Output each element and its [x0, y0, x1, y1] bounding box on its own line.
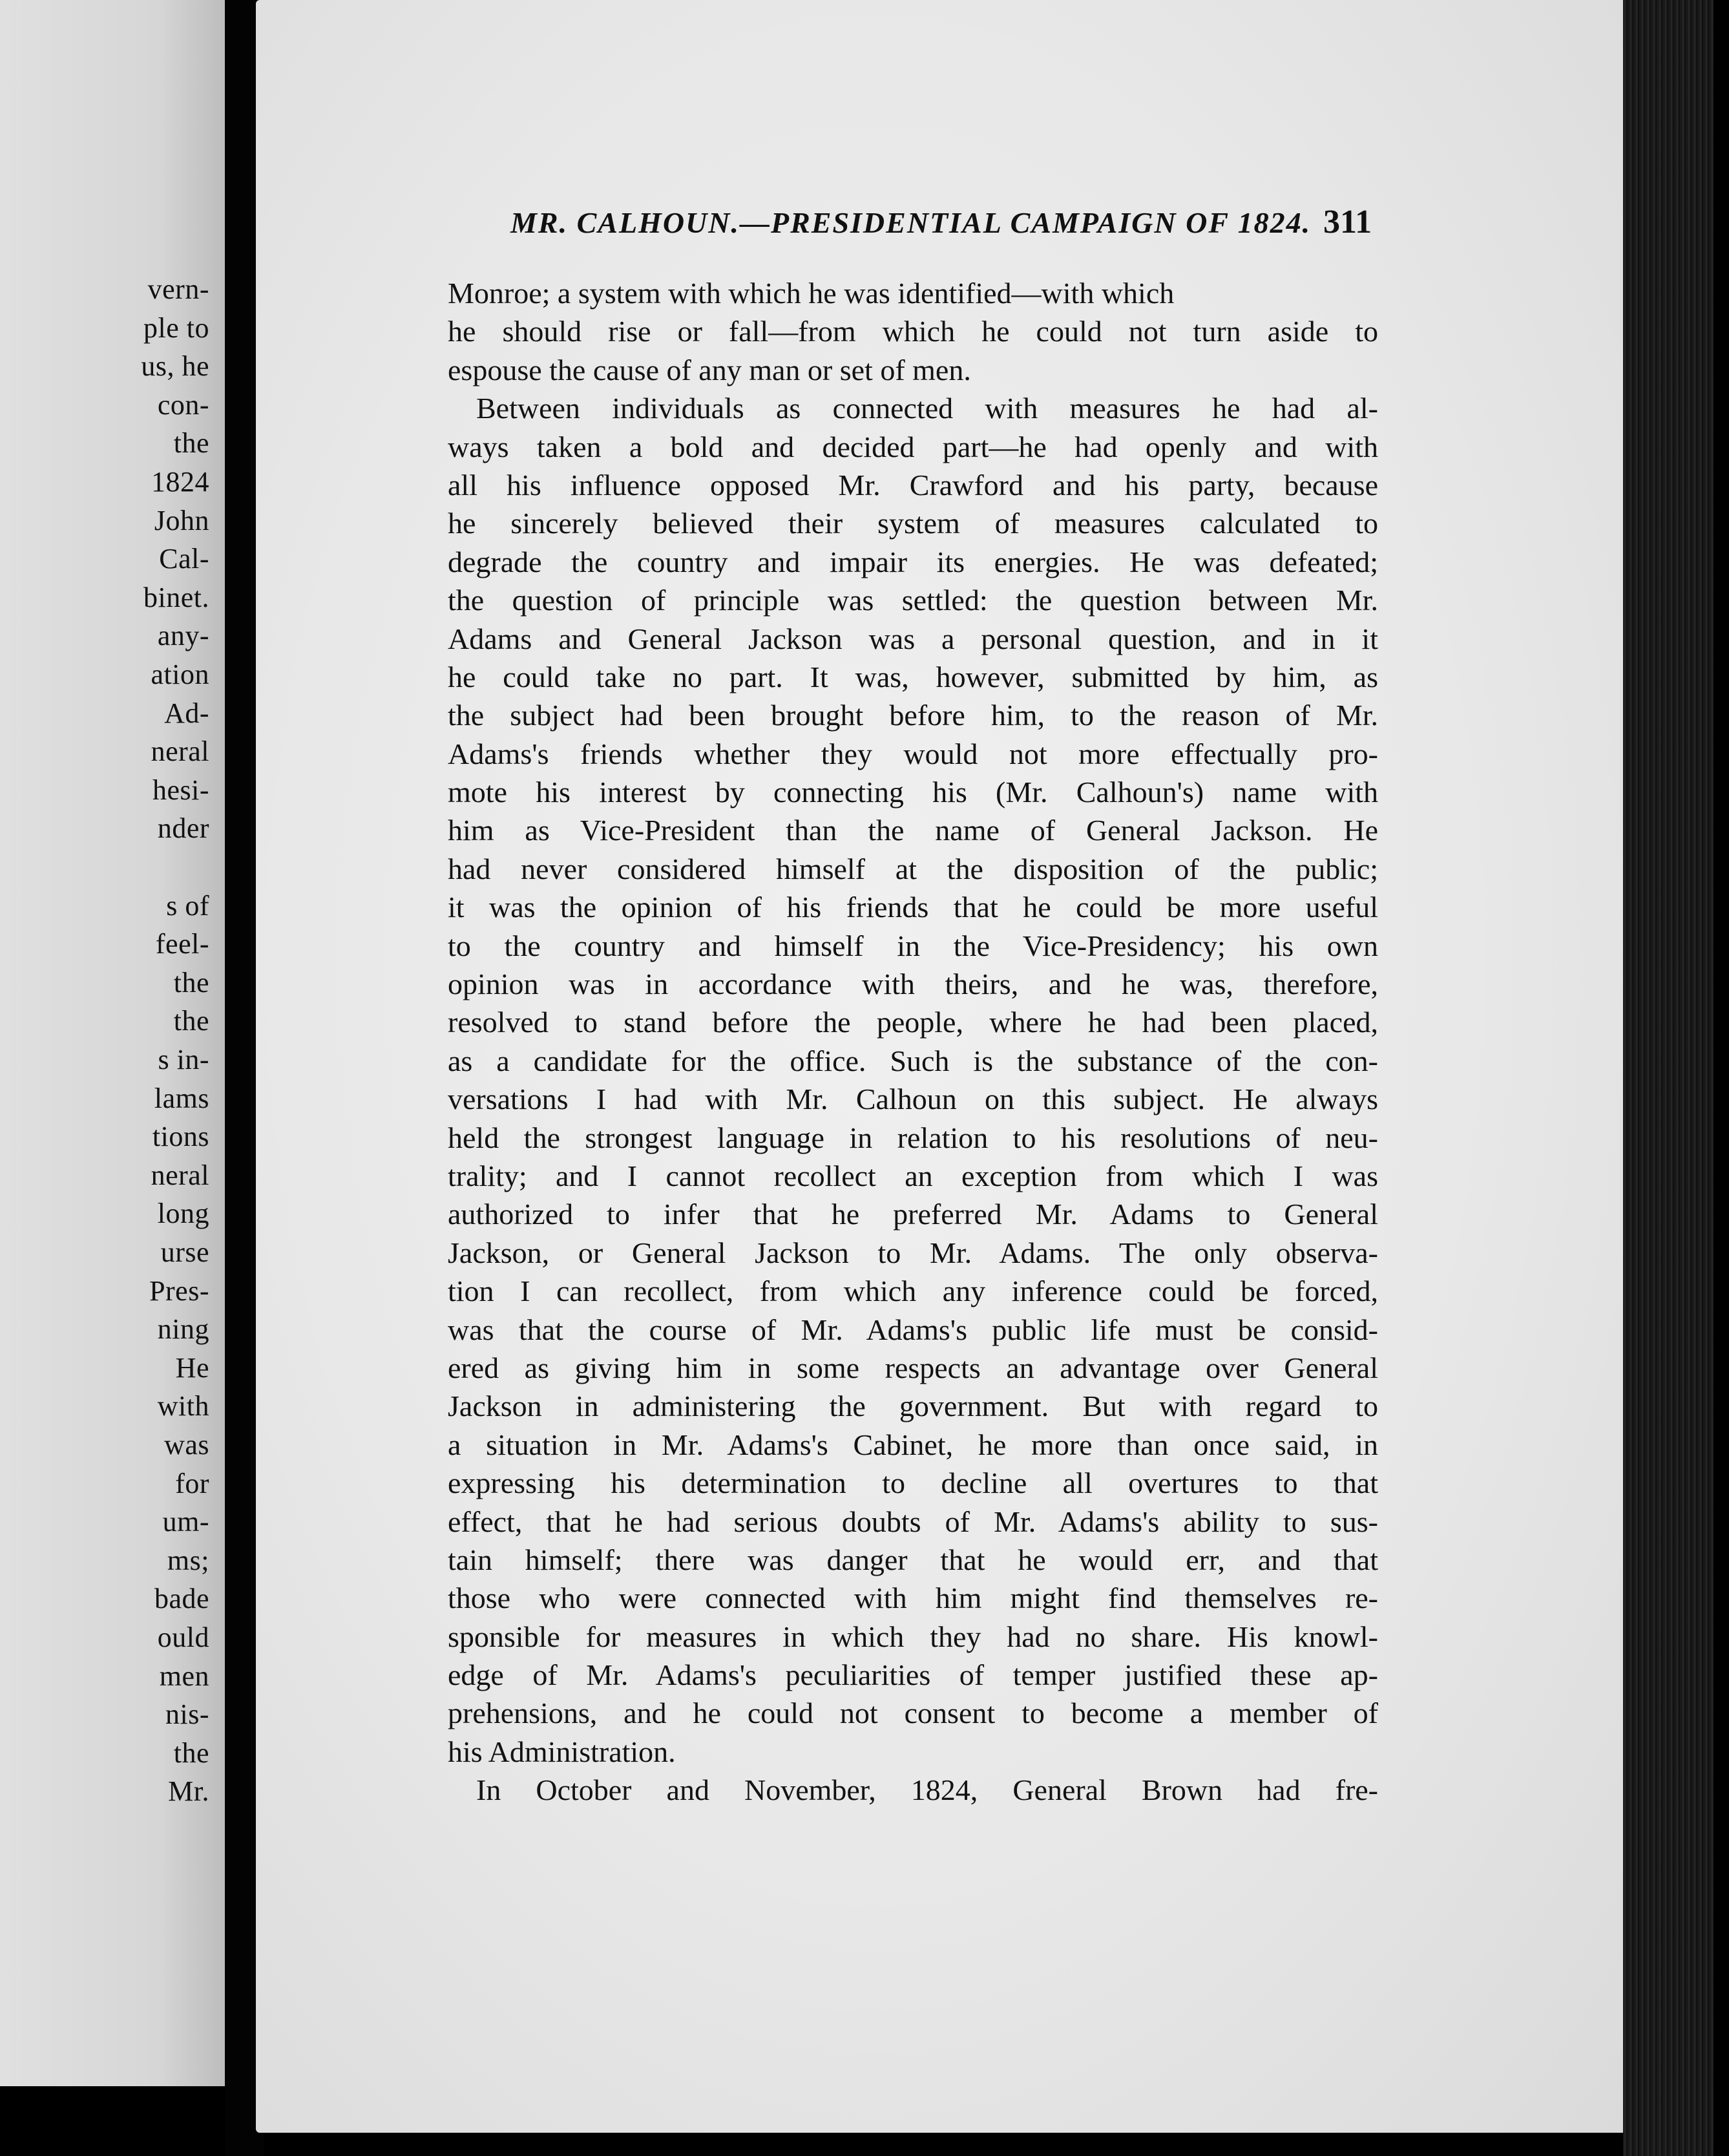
- left-page-fragment: for: [175, 1467, 209, 1499]
- left-page-fragment: binet.: [143, 581, 209, 613]
- left-page-fragment: ould: [157, 1622, 209, 1653]
- left-page-fragment: John: [154, 504, 209, 536]
- left-page-fragment: um-: [162, 1506, 209, 1538]
- text-line: all his influence opposed Mr. Crawford and his party, because: [448, 468, 1378, 502]
- text-line: the subject had been brought before him, to the reason of Mr.: [448, 699, 1378, 732]
- text-line: the question of principle was settled: the question between Mr.: [448, 584, 1378, 617]
- text-line: authorized to infer that he preferred Mr. Adams to General: [448, 1198, 1378, 1231]
- text-line: those who were connected with him might find themselves re-: [448, 1581, 1378, 1615]
- left-page-fragment: ms;: [167, 1544, 209, 1576]
- page-number: 311: [1323, 204, 1372, 240]
- text-line: Between individuals as connected with measures he had al-: [476, 392, 1378, 425]
- text-line: degrade the country and impair its energies. He was defeated;: [448, 545, 1378, 578]
- text-line: he could take no part. It was, however, submitted by him, as: [448, 660, 1378, 693]
- left-page-fragment: con-: [157, 388, 209, 421]
- left-page-fragment: He: [175, 1351, 209, 1384]
- left-page-fragment: Ad-: [164, 697, 209, 729]
- text-line: expressing his determination to decline all overtures to that: [448, 1466, 1378, 1500]
- text-line: was that the course of Mr. Adams's public life must be consid-: [448, 1313, 1378, 1346]
- text-line: trality; and I cannot recollect an exception from which I was: [448, 1159, 1378, 1192]
- left-page-fragment: ple to: [143, 312, 209, 344]
- text-line: Adams and General Jackson was a personal question, and in it: [448, 622, 1378, 655]
- left-page-fragment: hesi-: [152, 774, 209, 806]
- left-page-fragment: tions: [152, 1121, 209, 1153]
- left-page-fragment: s in-: [158, 1044, 209, 1075]
- left-page-fragment: bade: [154, 1583, 209, 1615]
- left-page-fragment: Mr.: [168, 1775, 209, 1808]
- text-line: Monroe; a system with which he was identified—with which: [448, 277, 1175, 310]
- text-line: In October and November, 1824, General Brown had fre-: [476, 1773, 1378, 1807]
- left-page-fragment: was: [164, 1429, 209, 1461]
- facing-left-page: [0, 0, 225, 2086]
- text-line: it was the opinion of his friends that he could be more useful: [448, 891, 1378, 924]
- text-line: had never considered himself at the disposition of the public;: [448, 852, 1378, 885]
- text-line: as a candidate for the office. Such is the substance of the con-: [448, 1044, 1378, 1077]
- text-line: versations I had with Mr. Calhoun on this subject. He always: [448, 1083, 1378, 1116]
- text-line: held the strongest language in relation to his resolutions of neu-: [448, 1121, 1378, 1154]
- left-page-fragment: vern-: [147, 273, 209, 305]
- left-page-fragment: any-: [157, 620, 209, 652]
- text-line: to the country and himself in the Vice-Presidency; his own: [448, 929, 1378, 962]
- left-page-fragment: s of: [166, 889, 209, 922]
- text-line: ways taken a bold and decided part—he had openly and with: [448, 430, 1378, 463]
- left-page-fragment: the: [173, 1737, 209, 1769]
- left-page-fragment: us, he: [141, 350, 209, 383]
- text-line: opinion was in accordance with theirs, and he was, therefore,: [448, 967, 1378, 1001]
- left-page-fragment: men: [159, 1660, 209, 1692]
- body-text: [448, 274, 1378, 1810]
- text-line: mote his interest by connecting his (Mr. Calhoun's) name with: [448, 776, 1378, 809]
- left-page-fragment: nis-: [165, 1698, 209, 1731]
- left-page-fragment: ning: [157, 1313, 209, 1346]
- text-line: espouse the cause of any man or set of men.: [448, 353, 971, 386]
- text-line: resolved to stand before the people, where he had been placed,: [448, 1006, 1378, 1039]
- page-edges: [1623, 0, 1713, 2156]
- left-page-fragment: urse: [160, 1236, 209, 1268]
- text-line: he should rise or fall—from which he could not turn aside to: [448, 315, 1378, 348]
- text-line: Adams's friends whether they would not more effectually pro-: [448, 737, 1378, 770]
- left-page-fragment: Cal-: [159, 543, 209, 575]
- left-page-fragment: with: [157, 1390, 209, 1422]
- text-line: Jackson in administering the government. But with regard to: [448, 1390, 1378, 1423]
- text-line: him as Vice-President than the name of General Jackson. He: [448, 814, 1378, 847]
- left-page-fragment: long: [157, 1198, 209, 1230]
- text-line: his Administration.: [448, 1735, 676, 1768]
- text-line: effect, that he had serious doubts of Mr. Adams's ability to sus-: [448, 1505, 1378, 1538]
- text-line: ered as giving him in some respects an advantage over General: [448, 1351, 1378, 1384]
- left-page-fragment: 1824: [151, 466, 209, 498]
- text-line: sponsible for measures in which they had no share. His knowl-: [448, 1620, 1378, 1653]
- text-line: Jackson, or General Jackson to Mr. Adams. The only observa-: [448, 1236, 1378, 1269]
- left-page-fragment: ation: [151, 659, 209, 690]
- text-line: prehensions, and he could not consent to become a member of: [448, 1696, 1378, 1730]
- text-line: edge of Mr. Adams's peculiarities of temper justified these ap-: [448, 1658, 1378, 1692]
- left-page-fragment: the: [173, 966, 209, 999]
- left-page-fragment: neral: [151, 735, 209, 768]
- running-head: MR. CALHOUN.—PRESIDENTIAL CAMPAIGN OF 1824.: [510, 206, 1312, 239]
- left-page-fragment: lams: [154, 1082, 209, 1114]
- left-page-fragment: the: [173, 1005, 209, 1037]
- text-line: tain himself; there was danger that he would err, and that: [448, 1543, 1378, 1576]
- left-page-fragment: feel-: [155, 928, 209, 960]
- left-page-fragment: Pres-: [149, 1274, 209, 1307]
- left-page-fragment: the: [173, 427, 209, 460]
- text-line: tion I can recollect, from which any inference could be forced,: [448, 1274, 1378, 1308]
- left-page-fragment: neral: [151, 1159, 209, 1191]
- left-page-fragment: nder: [157, 812, 209, 845]
- text-line: he sincerely believed their system of measures calculated to: [448, 507, 1378, 540]
- text-line: a situation in Mr. Adams's Cabinet, he more than once said, in: [448, 1428, 1378, 1461]
